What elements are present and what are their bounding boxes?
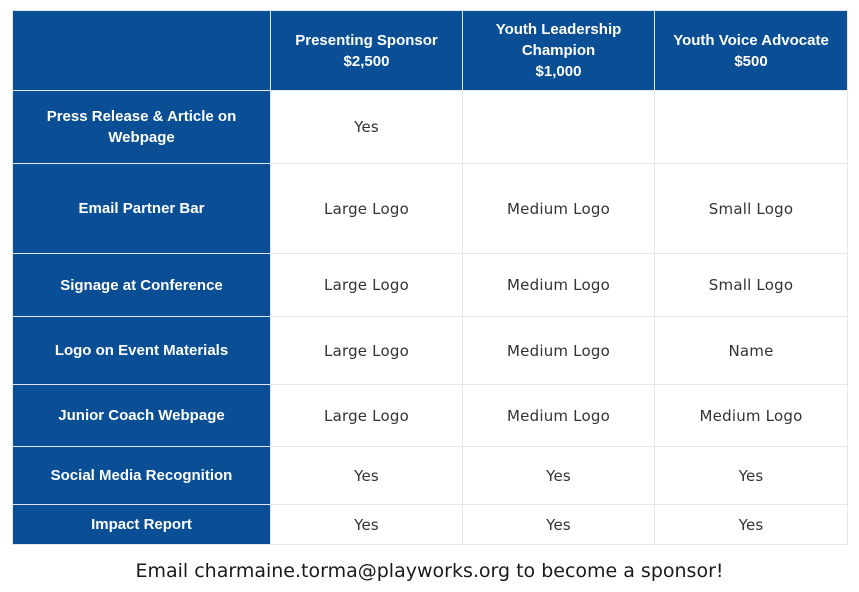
tier-name: Presenting Sponsor <box>295 31 438 49</box>
tier-youth-voice-advocate <box>655 11 848 91</box>
table-row <box>13 91 848 164</box>
table-row <box>13 447 848 505</box>
table-cell: Small Logo <box>655 164 848 254</box>
table-row <box>13 254 848 317</box>
table-cell: Small Logo <box>655 254 848 317</box>
table-cell: Yes <box>271 447 463 505</box>
sponsor-contact-text: Email charmaine.torma@playworks.org to become a sponsor! <box>135 560 724 582</box>
table-row <box>13 505 848 545</box>
row-label-line2: Webpage <box>108 129 175 146</box>
table-row <box>13 317 848 385</box>
row-label: Impact Report <box>13 505 271 545</box>
tier-youth-leadership-champion <box>463 11 655 91</box>
row-label: Signage at Conference <box>13 254 271 317</box>
corner-cell <box>13 11 271 91</box>
table-cell: Medium Logo <box>463 164 655 254</box>
table-cell: Yes <box>271 91 463 164</box>
row-label: Logo on Event Materials <box>13 317 271 385</box>
tier-name-line2: Champion <box>521 42 596 59</box>
table-cell: Yes <box>655 447 848 505</box>
row-label: Social Media Recognition <box>13 447 271 505</box>
table-cell: Large Logo <box>271 385 463 447</box>
header-row <box>13 11 848 91</box>
table-cell: Large Logo <box>271 254 463 317</box>
table-cell <box>655 91 848 164</box>
tier-name: Youth Voice Advocate <box>673 31 829 49</box>
table-row <box>13 385 848 447</box>
table-cell: Yes <box>463 505 655 545</box>
table-cell <box>463 91 655 164</box>
table-cell: Name <box>655 317 848 385</box>
tier-price: $500 <box>734 52 768 70</box>
table-cell: Yes <box>463 447 655 505</box>
table-cell: Yes <box>655 505 848 545</box>
table-row <box>13 164 848 254</box>
tier-price: $2,500 <box>343 52 390 70</box>
table-cell: Large Logo <box>271 317 463 385</box>
table-cell: Large Logo <box>271 164 463 254</box>
row-label <box>13 91 271 164</box>
table-cell: Medium Logo <box>463 317 655 385</box>
table-cell: Medium Logo <box>463 385 655 447</box>
table-cell: Medium Logo <box>655 385 848 447</box>
tier-name-line1: Youth Leadership <box>495 21 622 38</box>
sponsorship-table <box>12 10 848 545</box>
row-label-line1: Press Release & Article on <box>46 108 237 125</box>
tier-presenting-sponsor <box>271 11 463 91</box>
table-cell: Yes <box>271 505 463 545</box>
table-cell: Medium Logo <box>463 254 655 317</box>
tier-price: $1,000 <box>535 63 582 80</box>
row-label: Email Partner Bar <box>13 164 271 254</box>
row-label: Junior Coach Webpage <box>13 385 271 447</box>
